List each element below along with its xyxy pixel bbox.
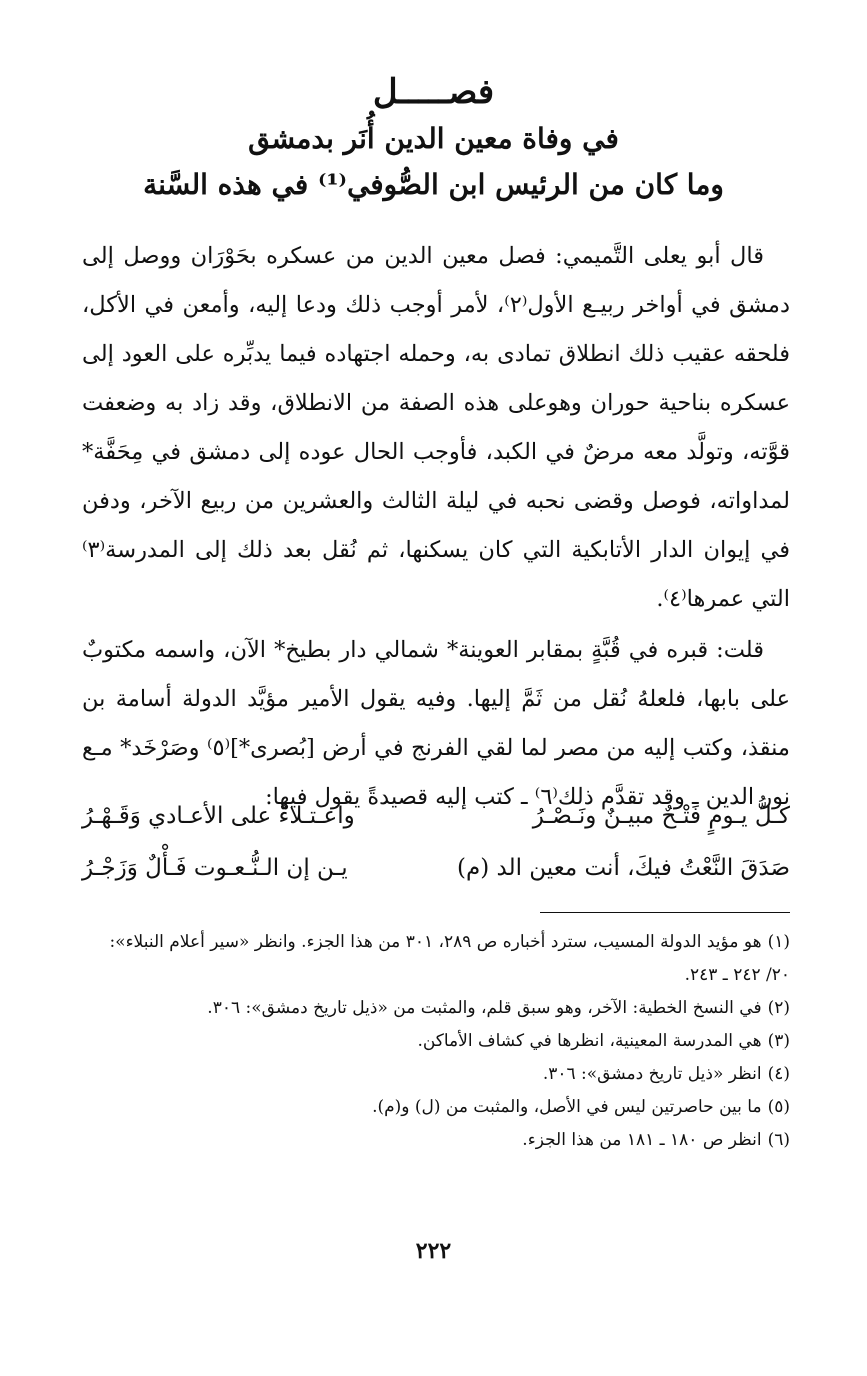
footnote-text: انظر ص ١٨٠ ـ ١٨١ من هذا الجزء. xyxy=(522,1130,762,1150)
footnote-text: انظر «ذيل تاريخ دمشق»: ٣٠٦. xyxy=(542,1064,762,1084)
footnote xyxy=(82,1124,790,1157)
footnote-label: (٦) xyxy=(767,1130,790,1150)
section-heading: فصـــــل xyxy=(372,72,495,112)
footnote-label: (٢) xyxy=(767,998,790,1018)
body-text xyxy=(82,232,790,822)
footnote xyxy=(82,926,790,992)
footnote-text: هو مؤيد الدولة المسيب، سترد أخباره ص ٢٨٩، ٣٠١ من هذا الجزء. وانظر «سير أعلام النبلاء»: ٢٠/ ٢٤٢ ـ ٢٤٣. xyxy=(109,932,790,985)
verse-second-hemistich: يـن إن الـنُّـعـوت فَـأْلٌ وَزَجْـرُ xyxy=(82,855,348,881)
footnote-label: (٤) xyxy=(767,1064,790,1084)
page-number: ٢٢٢ xyxy=(415,1238,452,1264)
chapter-subtitle-line-1: في وفاة معين الدين أُنَر بدمشق xyxy=(248,122,619,155)
footnote-separator xyxy=(540,912,790,913)
footnote-text: ما بين حاصرتين ليس في الأصل، والمثبت من (ل) و(م). xyxy=(372,1097,762,1117)
poem-verses xyxy=(82,790,790,894)
verse-line xyxy=(82,842,790,894)
footnotes xyxy=(82,926,790,1157)
footnote-text: في النسخ الخطية: الآخر، وهو سبق قلم، والمثبت من «ذيل تاريخ دمشق»: ٣٠٦. xyxy=(207,998,762,1018)
verse-first-hemistich: صَدَقَ النَّعْتُ فيكَ، أنت معين الد (م) xyxy=(457,855,790,881)
verse-first-hemistich: كـلُّ يـومٍ فَتْـحٌ مبيـنٌ ونَـصْـرُ xyxy=(532,803,790,829)
footnote xyxy=(82,1025,790,1058)
footnote xyxy=(82,1091,790,1124)
paragraph: قال أبو يعلى التَّميمي: فصل معين الدين من عسكره بحَوْرَان ووصل إلى دمشق في أواخر ربيـع الأول⁽٢⁾، لأمر أوجب ذلك ودعا إليه، وأمعن في الأكل، فلحقه عقيب ذلك انطلاق تمادى به، وحمله اجتهاده فيما يدبِّره على العود إلى عسكره بناحية حوران وهوعلى هذه الصفة من الانطلاق، وقد زاد به وضعفت قوَّته، وتولَّد معه مرضٌ في الكبد، فأوجب الحال عوده إلى دمشق في مِحَفَّة* لمداواته، فوصل وقضى نحبه في ليلة الثالث والعشرين من ربيع الآخر، ودفن في إيوان الدار الأتابكية التي كان يسكنها، ثم نُقل بعد ذلك إلى المدرسة⁽٣⁾ التي عمرها⁽٤⁾. xyxy=(82,243,790,612)
verse-second-hemistich: واعـتـلاءٌ على الأعـادي وَقَـهْـرُ xyxy=(82,803,355,829)
verse-line xyxy=(82,790,790,842)
footnote xyxy=(82,992,790,1025)
chapter-subtitle-line-2: وما كان من الرئيس ابن الصُّوفي⁽¹⁾ في هذه السَّنة xyxy=(143,168,724,201)
footnote xyxy=(82,1058,790,1091)
paragraph: قلت: قبره في قُبَّةٍ بمقابر العوينة* شمالي دار بطيخ* الآن، واسمه مكتوبٌ على بابها، فلعلهُ نُقل من ثَمَّ إليها. وفيه يقول الأمير مؤيَّد الدولة أسامة بن منقذ، وكتب إليه من مصر لما لقي الفرنج في أرض [بُصرى*]⁽٥⁾ وصَرْخَد* مـع نور الدين ـ وقد تقدَّم ذلك⁽٦⁾ ـ كتب إليه قصيدةً يقول فيها: xyxy=(82,637,790,810)
footnote-text: هي المدرسة المعينية، انظرها في كشاف الأماكن. xyxy=(417,1031,762,1051)
footnote-label: (٣) xyxy=(767,1031,790,1051)
footnote-label: (٥) xyxy=(767,1097,790,1117)
footnote-label: (١) xyxy=(767,932,790,952)
